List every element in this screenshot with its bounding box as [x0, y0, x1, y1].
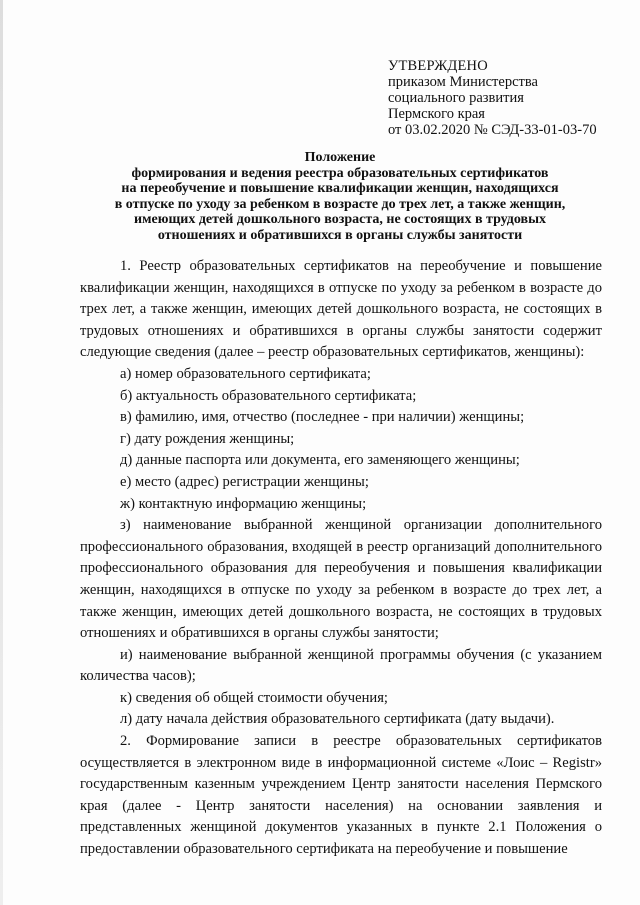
document-body: [80, 256, 602, 861]
paragraph-2: 2. Формирование записи в реестре образовательных сертификатов осуществляется в электронном виде в информационной системе «Лоис – Registr» государственным казенным учреждением Центр занятости населения Пермского края (далее - Центр занятости населения) на основании заявления и представленных женщиной документов указанных в пункте 2.1 Положения о предоставлении образовательного сертификата на переобучение и повышение: [80, 733, 602, 858]
heading-line: отношениях и обратившихся в органы службы занятости: [157, 227, 523, 243]
list-item-k: к) сведения об общей стоимости обучения;: [120, 689, 388, 706]
scan-edge: [0, 0, 3, 905]
heading-line: имеющих детей дошкольного возраста, не состоящих в трудовых: [133, 212, 547, 227]
document-heading: [60, 150, 620, 243]
list-item-v: в) фамилию, имя, отчество (последнее - при наличии) женщины;: [120, 409, 525, 426]
approval-line: от 03.02.2020 № СЭД-33-01-03-70: [388, 122, 597, 138]
approval-line: приказом Министерства: [388, 74, 538, 90]
heading-line: Положение: [304, 150, 376, 165]
paragraph-1: 1. Реестр образовательных сертификатов на переобучение и повышение квалификации женщин, находящихся в отпуске по уходу за ребенком в возрасте до трех лет, а также женщин, имеющих детей дошкольного возраста, не состоящих в трудовых отношениях и обратившихся в органы службы занятости содержит следующие сведения (далее – реестр образовательных сертификатов, женщины):: [80, 258, 602, 361]
approval-line: Пермского края: [388, 106, 485, 122]
heading-line: в отпуске по уходу за ребенком в возрасте до трех лет, а также женщин,: [114, 196, 566, 212]
list-item-a: а) номер образовательного сертификата;: [120, 365, 371, 382]
list-item-l: л) дату начала действия образовательного сертификата (дату выдачи).: [120, 711, 555, 728]
list-item-i: и) наименование выбранной женщиной программы обучения (с указанием количества часов);: [80, 646, 602, 685]
list-item-e: е) место (адрес) регистрации женщины;: [120, 473, 369, 490]
approval-title: УТВЕРЖДЕНО: [388, 58, 488, 74]
list-item-b: б) актуальность образовательного сертификата;: [120, 387, 417, 404]
heading-line: на переобучение и повышение квалификации женщин, находящихся: [121, 181, 559, 196]
heading-line: формирования и ведения реестра образовательных сертификатов: [131, 165, 549, 181]
approval-line: социального развития: [388, 90, 524, 106]
list-item-z: з) наименование выбранной женщиной организации дополнительного профессионального образования, входящей в реестр организаций дополнительного профессионального образования для переобучения и повышения квалификации женщин, находящихся в отпуске по уходу за ребенком в возрасте до трех лет, а также женщин, имеющих детей дошкольного возраста, не состоящих в трудовых отношениях и обратившихся в органы службы занятости;: [80, 517, 602, 642]
list-item-zh: ж) контактную информацию женщины;: [120, 495, 367, 512]
list-item-g: г) дату рождения женщины;: [120, 430, 295, 447]
list-item-d: д) данные паспорта или документа, его заменяющего женщины;: [120, 452, 520, 469]
approval-stamp: [388, 58, 597, 138]
